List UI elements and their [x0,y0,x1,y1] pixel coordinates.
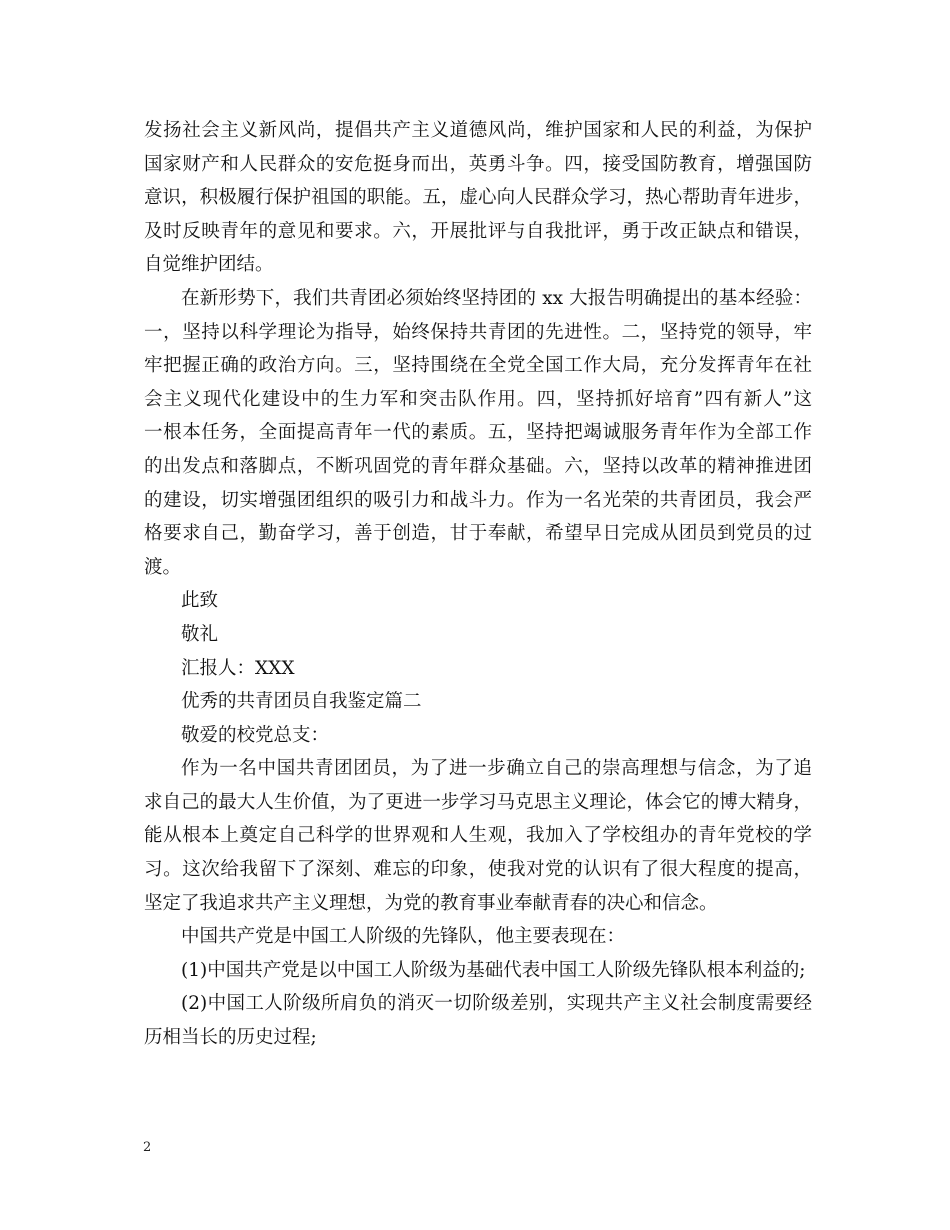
paragraph-vanguard-intro: 中国共产党是中国工人阶级的先锋队，他主要表现在： [181,926,626,948]
text-line: (2)中国工人阶级所肩负的消灭一切阶级差别，实现共产主义社会制度需要经 [181,993,812,1015]
text-line: 格要求自己，勤奋学习，善于创造，甘于奉献，希望早日完成从团员到党员的过 [144,523,812,545]
text-line: 作为一名中国共青团团员，为了进一步确立自己的崇高理想与信念，为了追 [181,758,812,780]
text-line: 会主义现代化建设中的生力军和突击队作用。四，坚持抓好培育”四有新人”这 [144,388,812,410]
text-line: 渡。 [144,556,182,578]
text-line: 一根本任务，全面提高青年一代的素质。五，坚持把竭诚服务青年作为全部工作 [144,422,812,444]
text-line: 的建设，切实增强团组织的吸引力和战斗力。作为一名光荣的共青团员，我会严 [144,489,812,511]
text-line: 自觉维护团结。 [144,254,274,276]
text-line: 求自己的最大人生价值，为了更进一步学习马克思主义理论，体会它的博大精身， [144,791,812,813]
document-body [144,114,812,1055]
text-line: 国家财产和人民群众的安危挺身而出，英勇斗争。四，接受国防教育，增强国防 [144,153,812,175]
text-line: 能从根本上奠定自己科学的世界观和人生观，我加入了学校组办的青年党校的学 [144,825,812,847]
paragraph-duties-continued [144,114,812,282]
text-line: 历相当长的历史过程; [144,1027,317,1049]
text-line: 在新形势下，我们共青团必须始终坚持团的 xx 大报告明确提出的基本经验： [181,287,812,309]
text-line: (1)中国共产党是以中国工人阶级为基础代表中国工人阶级先锋队根本利益的; [181,959,806,981]
text-line: 习。这次给我留下了深刻、难忘的印象，使我对党的认识有了很大程度的提高， [144,859,812,881]
reporter-signature: 汇报人：XXX [181,657,295,679]
list-item-2 [144,987,812,1054]
text-line: 坚定了我追求共产主义理想，为党的教育事业奉献青春的决心和信念。 [144,892,718,914]
text-line: 牢把握正确的政治方向。三，坚持围绕在全党全国工作大局，充分发挥青年在社 [144,355,812,377]
closing-salute: 敬礼 [181,623,219,645]
closing-greeting: 此致 [181,590,219,612]
list-item-1 [144,954,812,988]
text-line: 及时反映青年的意见和要求。六，开展批评与自我批评，勇于改正缺点和错误， [144,220,812,242]
text-line: 的出发点和落脚点，不断巩固党的青年群众基础。六，坚持以改革的精神推进团 [144,455,812,477]
page-number: 2 [143,1140,152,1155]
text-line: 发扬社会主义新风尚，提倡共产主义道德风尚，维护国家和人民的利益，为保护 [144,120,812,141]
paragraph-basic-experience [144,282,812,584]
section-title: 优秀的共青团员自我鉴定篇二 [181,691,422,713]
text-line: 意识，积极履行保护祖国的职能。五，虚心向人民群众学习，热心帮助青年进步， [144,187,812,209]
salutation: 敬爱的校党总支： [181,724,330,746]
paragraph-party-school [144,752,812,920]
text-line: 一，坚持以科学理论为指导，始终保持共青团的先进性。二，坚持党的领导，牢 [144,321,812,343]
